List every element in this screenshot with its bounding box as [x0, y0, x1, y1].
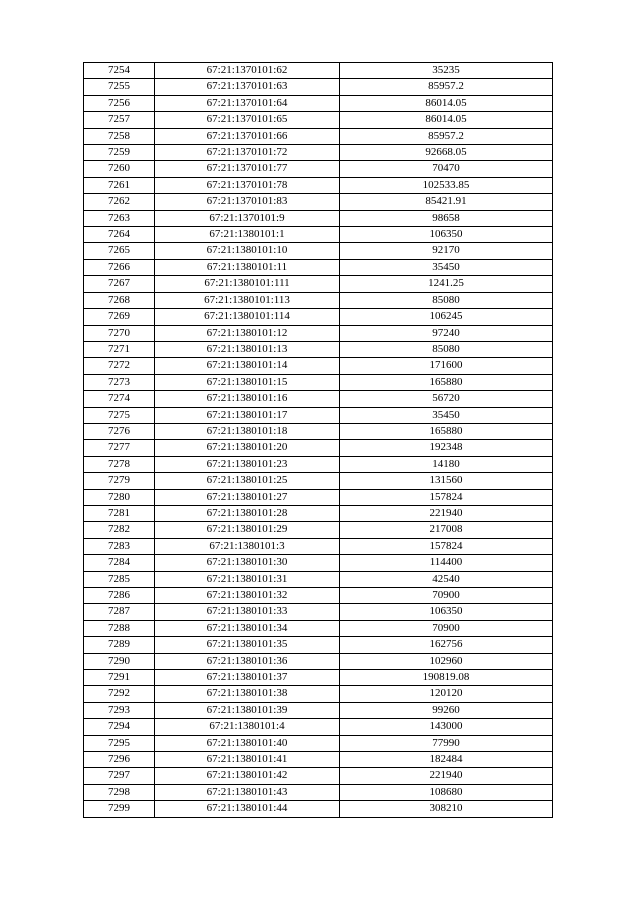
- table-body: [84, 63, 553, 818]
- value-cell: 192348: [340, 440, 553, 456]
- row-number-cell: 7284: [84, 555, 155, 571]
- table-row: [84, 620, 553, 636]
- row-number-cell: 7279: [84, 473, 155, 489]
- value-cell: 85957.2: [340, 79, 553, 95]
- row-number-cell: 7266: [84, 259, 155, 275]
- cadastral-number-cell: 67:21:1370101:78: [155, 177, 340, 193]
- table-row: [84, 538, 553, 554]
- row-number-cell: 7274: [84, 391, 155, 407]
- table-row: [84, 440, 553, 456]
- value-cell: 14180: [340, 456, 553, 472]
- cadastral-number-cell: 67:21:1380101:14: [155, 358, 340, 374]
- table-row: [84, 653, 553, 669]
- row-number-cell: 7285: [84, 571, 155, 587]
- cadastral-number-cell: 67:21:1380101:39: [155, 702, 340, 718]
- row-number-cell: 7267: [84, 276, 155, 292]
- table-row: [84, 112, 553, 128]
- cadastral-number-cell: 67:21:1380101:43: [155, 784, 340, 800]
- value-cell: 165880: [340, 374, 553, 390]
- row-number-cell: 7293: [84, 702, 155, 718]
- cadastral-number-cell: 67:21:1380101:20: [155, 440, 340, 456]
- cadastral-number-cell: 67:21:1380101:34: [155, 620, 340, 636]
- row-number-cell: 7278: [84, 456, 155, 472]
- table-row: [84, 95, 553, 111]
- table-row: [84, 161, 553, 177]
- cadastral-number-cell: 67:21:1370101:63: [155, 79, 340, 95]
- table-row: [84, 489, 553, 505]
- row-number-cell: 7256: [84, 95, 155, 111]
- cadastral-number-cell: 67:21:1370101:65: [155, 112, 340, 128]
- value-cell: 114400: [340, 555, 553, 571]
- cadastral-number-cell: 67:21:1380101:37: [155, 670, 340, 686]
- cadastral-number-cell: 67:21:1370101:64: [155, 95, 340, 111]
- table-row: [84, 604, 553, 620]
- row-number-cell: 7276: [84, 423, 155, 439]
- cadastral-number-cell: 67:21:1380101:40: [155, 735, 340, 751]
- cadastral-number-cell: 67:21:1380101:11: [155, 259, 340, 275]
- table-row: [84, 801, 553, 817]
- row-number-cell: 7280: [84, 489, 155, 505]
- cadastral-number-cell: 67:21:1380101:1: [155, 227, 340, 243]
- value-cell: 86014.05: [340, 112, 553, 128]
- value-cell: 162756: [340, 637, 553, 653]
- cadastral-number-cell: 67:21:1380101:25: [155, 473, 340, 489]
- value-cell: 106245: [340, 309, 553, 325]
- table-row: [84, 407, 553, 423]
- row-number-cell: 7288: [84, 620, 155, 636]
- table-row: [84, 292, 553, 308]
- row-number-cell: 7265: [84, 243, 155, 259]
- table-row: [84, 227, 553, 243]
- table-row: [84, 456, 553, 472]
- table-row: [84, 571, 553, 587]
- row-number-cell: 7260: [84, 161, 155, 177]
- row-number-cell: 7269: [84, 309, 155, 325]
- value-cell: 85421.91: [340, 194, 553, 210]
- cadastral-number-cell: 67:21:1380101:31: [155, 571, 340, 587]
- table-row: [84, 210, 553, 226]
- value-cell: 85080: [340, 341, 553, 357]
- value-cell: 77990: [340, 735, 553, 751]
- cadastral-number-cell: 67:21:1380101:4: [155, 719, 340, 735]
- value-cell: 42540: [340, 571, 553, 587]
- table-row: [84, 391, 553, 407]
- value-cell: 70900: [340, 620, 553, 636]
- row-number-cell: 7287: [84, 604, 155, 620]
- cadastral-number-cell: 67:21:1380101:33: [155, 604, 340, 620]
- table-row: [84, 358, 553, 374]
- value-cell: 190819.08: [340, 670, 553, 686]
- cadastral-number-cell: 67:21:1380101:44: [155, 801, 340, 817]
- row-number-cell: 7282: [84, 522, 155, 538]
- table-row: [84, 637, 553, 653]
- value-cell: 108680: [340, 784, 553, 800]
- value-cell: 35450: [340, 407, 553, 423]
- value-cell: 217008: [340, 522, 553, 538]
- row-number-cell: 7273: [84, 374, 155, 390]
- row-number-cell: 7257: [84, 112, 155, 128]
- value-cell: 1241.25: [340, 276, 553, 292]
- value-cell: 56720: [340, 391, 553, 407]
- row-number-cell: 7259: [84, 145, 155, 161]
- table-row: [84, 243, 553, 259]
- value-cell: 70470: [340, 161, 553, 177]
- value-cell: 98658: [340, 210, 553, 226]
- row-number-cell: 7272: [84, 358, 155, 374]
- cadastral-number-cell: 67:21:1380101:27: [155, 489, 340, 505]
- value-cell: 106350: [340, 604, 553, 620]
- table-row: [84, 341, 553, 357]
- cadastral-number-cell: 67:21:1380101:30: [155, 555, 340, 571]
- value-cell: 165880: [340, 423, 553, 439]
- cadastral-number-cell: 67:21:1380101:38: [155, 686, 340, 702]
- value-cell: 308210: [340, 801, 553, 817]
- row-number-cell: 7294: [84, 719, 155, 735]
- value-cell: 85080: [340, 292, 553, 308]
- table-row: [84, 686, 553, 702]
- cadastral-number-cell: 67:21:1370101:62: [155, 63, 340, 79]
- cadastral-number-cell: 67:21:1380101:42: [155, 768, 340, 784]
- cadastral-number-cell: 67:21:1380101:29: [155, 522, 340, 538]
- value-cell: 35235: [340, 63, 553, 79]
- cadastral-number-cell: 67:21:1380101:17: [155, 407, 340, 423]
- row-number-cell: 7261: [84, 177, 155, 193]
- value-cell: 221940: [340, 768, 553, 784]
- cadastral-number-cell: 67:21:1380101:111: [155, 276, 340, 292]
- value-cell: 171600: [340, 358, 553, 374]
- table-row: [84, 309, 553, 325]
- cadastral-number-cell: 67:21:1380101:113: [155, 292, 340, 308]
- table-row: [84, 784, 553, 800]
- table-row: [84, 194, 553, 210]
- table-row: [84, 259, 553, 275]
- value-cell: 92170: [340, 243, 553, 259]
- table-row: [84, 79, 553, 95]
- row-number-cell: 7271: [84, 341, 155, 357]
- value-cell: 102533.85: [340, 177, 553, 193]
- table-row: [84, 177, 553, 193]
- cadastral-number-cell: 67:21:1370101:83: [155, 194, 340, 210]
- table-row: [84, 128, 553, 144]
- cadastral-number-cell: 67:21:1380101:12: [155, 325, 340, 341]
- table-row: [84, 768, 553, 784]
- row-number-cell: 7292: [84, 686, 155, 702]
- cadastral-number-cell: 67:21:1370101:9: [155, 210, 340, 226]
- row-number-cell: 7264: [84, 227, 155, 243]
- cadastral-number-cell: 67:21:1370101:77: [155, 161, 340, 177]
- cadastral-number-cell: 67:21:1380101:10: [155, 243, 340, 259]
- row-number-cell: 7290: [84, 653, 155, 669]
- row-number-cell: 7275: [84, 407, 155, 423]
- row-number-cell: 7286: [84, 588, 155, 604]
- table-row: [84, 735, 553, 751]
- cadastral-number-cell: 67:21:1380101:3: [155, 538, 340, 554]
- cadastral-number-cell: 67:21:1380101:16: [155, 391, 340, 407]
- row-number-cell: 7281: [84, 505, 155, 521]
- table-row: [84, 505, 553, 521]
- table-row: [84, 670, 553, 686]
- value-cell: 221940: [340, 505, 553, 521]
- cadastral-number-cell: 67:21:1380101:28: [155, 505, 340, 521]
- cadastral-number-cell: 67:21:1380101:15: [155, 374, 340, 390]
- row-number-cell: 7270: [84, 325, 155, 341]
- row-number-cell: 7255: [84, 79, 155, 95]
- table-row: [84, 473, 553, 489]
- cadastral-number-cell: 67:21:1380101:32: [155, 588, 340, 604]
- cadastral-number-cell: 67:21:1380101:41: [155, 752, 340, 768]
- value-cell: 102960: [340, 653, 553, 669]
- cadastral-number-cell: 67:21:1380101:114: [155, 309, 340, 325]
- row-number-cell: 7283: [84, 538, 155, 554]
- table-row: [84, 522, 553, 538]
- value-cell: 157824: [340, 538, 553, 554]
- value-cell: 92668.05: [340, 145, 553, 161]
- value-cell: 182484: [340, 752, 553, 768]
- table-row: [84, 63, 553, 79]
- row-number-cell: 7298: [84, 784, 155, 800]
- table-row: [84, 325, 553, 341]
- value-cell: 157824: [340, 489, 553, 505]
- cadastral-number-cell: 67:21:1370101:66: [155, 128, 340, 144]
- row-number-cell: 7262: [84, 194, 155, 210]
- table-row: [84, 145, 553, 161]
- row-number-cell: 7289: [84, 637, 155, 653]
- value-cell: 131560: [340, 473, 553, 489]
- row-number-cell: 7254: [84, 63, 155, 79]
- cadastral-number-cell: 67:21:1380101:23: [155, 456, 340, 472]
- value-cell: 143000: [340, 719, 553, 735]
- row-number-cell: 7268: [84, 292, 155, 308]
- table-row: [84, 719, 553, 735]
- cadastral-number-cell: 67:21:1380101:35: [155, 637, 340, 653]
- row-number-cell: 7291: [84, 670, 155, 686]
- value-cell: 70900: [340, 588, 553, 604]
- cadastral-value-table: [83, 62, 553, 818]
- value-cell: 99260: [340, 702, 553, 718]
- table-row: [84, 423, 553, 439]
- table-row: [84, 555, 553, 571]
- row-number-cell: 7295: [84, 735, 155, 751]
- cadastral-number-cell: 67:21:1380101:36: [155, 653, 340, 669]
- row-number-cell: 7297: [84, 768, 155, 784]
- value-cell: 97240: [340, 325, 553, 341]
- table-row: [84, 374, 553, 390]
- value-cell: 35450: [340, 259, 553, 275]
- cadastral-number-cell: 67:21:1380101:13: [155, 341, 340, 357]
- table-row: [84, 702, 553, 718]
- value-cell: 106350: [340, 227, 553, 243]
- row-number-cell: 7299: [84, 801, 155, 817]
- row-number-cell: 7258: [84, 128, 155, 144]
- cadastral-number-cell: 67:21:1380101:18: [155, 423, 340, 439]
- row-number-cell: 7263: [84, 210, 155, 226]
- cadastral-number-cell: 67:21:1370101:72: [155, 145, 340, 161]
- table-row: [84, 588, 553, 604]
- value-cell: 86014.05: [340, 95, 553, 111]
- table-row: [84, 752, 553, 768]
- table-row: [84, 276, 553, 292]
- row-number-cell: 7277: [84, 440, 155, 456]
- row-number-cell: 7296: [84, 752, 155, 768]
- value-cell: 120120: [340, 686, 553, 702]
- value-cell: 85957.2: [340, 128, 553, 144]
